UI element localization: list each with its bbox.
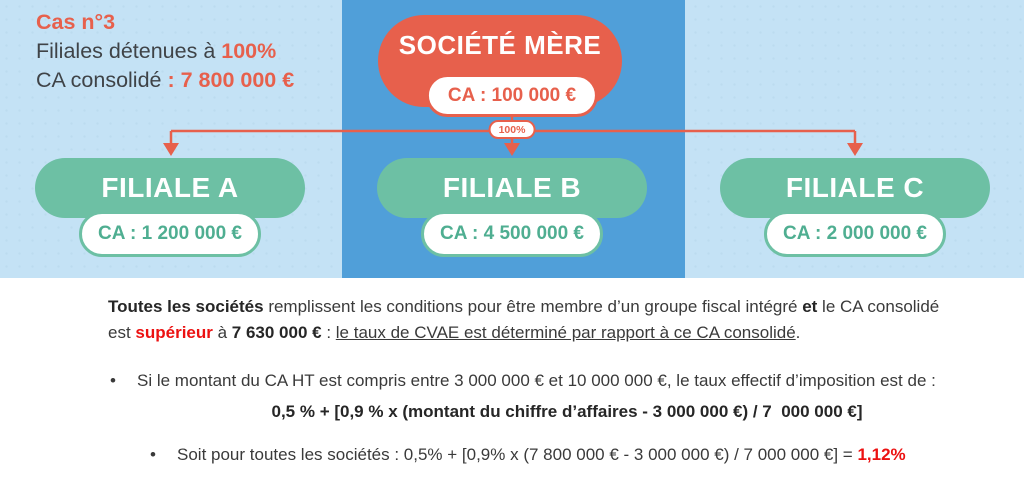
rate-condition-text: Si le montant du CA HT est compris entre 3 000 000 € et 10 000 000 €, le taux effectif d’imposition est de :: [137, 371, 936, 390]
threshold-period: .: [795, 323, 801, 342]
consolidated-ca-value: : 7 800 000 €: [167, 68, 295, 92]
bullet-icon: •: [150, 445, 156, 464]
bullet-computation: [150, 443, 1024, 467]
computation-text: [177, 443, 906, 467]
parent-company-ca-badge: CA : 100 000 €: [426, 74, 598, 117]
subsidiary-c-node: [720, 158, 990, 218]
threshold-amount: 7 630 000 €: [231, 323, 322, 342]
arrow-down-icon: [504, 143, 520, 156]
bullet-rate-condition: [110, 369, 1024, 393]
conditions-ca: le CA consolidé: [817, 297, 940, 316]
threshold-a: à: [212, 323, 232, 342]
case-title: Cas n°3: [36, 10, 116, 34]
cvae-rule-underlined: le taux de CVAE est déterminé par rapport à ce CA consolidé: [335, 323, 796, 342]
threshold-superior: supérieur: [135, 323, 213, 342]
conditions-lead: Toutes les sociétés: [108, 297, 264, 316]
subsidiary-a-ca-badge: CA : 1 200 000 €: [79, 211, 261, 257]
conditions-text: remplissent les conditions pour être membre d’un groupe fiscal intégré: [263, 297, 803, 316]
subsidiary-a-name: FILIALE A: [101, 172, 239, 203]
bullet-icon: •: [110, 371, 116, 390]
consolidated-ca-prefix: CA consolidé: [36, 68, 168, 92]
subsidiary-b-ca-badge: CA : 4 500 000 €: [421, 211, 603, 257]
subsidiary-a-node: [35, 158, 305, 218]
ownership-value: 100%: [221, 39, 277, 63]
conditions-and: et: [802, 297, 818, 316]
parent-company-name: SOCIÉTÉ MÈRE: [398, 30, 602, 60]
rate-formula: 0,5 % + [0,9 % x (montant du chiffre d’affaires - 3 000 000 €) / 7 000 000 €]: [271, 402, 863, 421]
explanation-section: [0, 278, 1024, 487]
arrow-down-icon: [163, 143, 179, 156]
subsidiary-c-ca-badge: CA : 2 000 000 €: [764, 211, 946, 257]
computation-expression: Soit pour toutes les sociétés : 0,5% + [0,9% x (7 800 000 € - 3 000 000 €) / 7 000 000 €] =: [177, 445, 858, 464]
subsidiary-b-node: [377, 158, 647, 218]
conditions-paragraph: [108, 294, 988, 346]
ownership-prefix: Filiales détenues à: [36, 39, 222, 63]
computation-result: 1,12%: [857, 445, 906, 464]
subsidiary-c-name: FILIALE C: [785, 172, 925, 203]
threshold-prefix: est: [108, 323, 136, 342]
arrow-down-icon: [847, 143, 863, 156]
subsidiary-b-name: FILIALE B: [442, 172, 582, 203]
ownership-percentage-badge: 100%: [489, 120, 536, 139]
threshold-colon: :: [321, 323, 336, 342]
